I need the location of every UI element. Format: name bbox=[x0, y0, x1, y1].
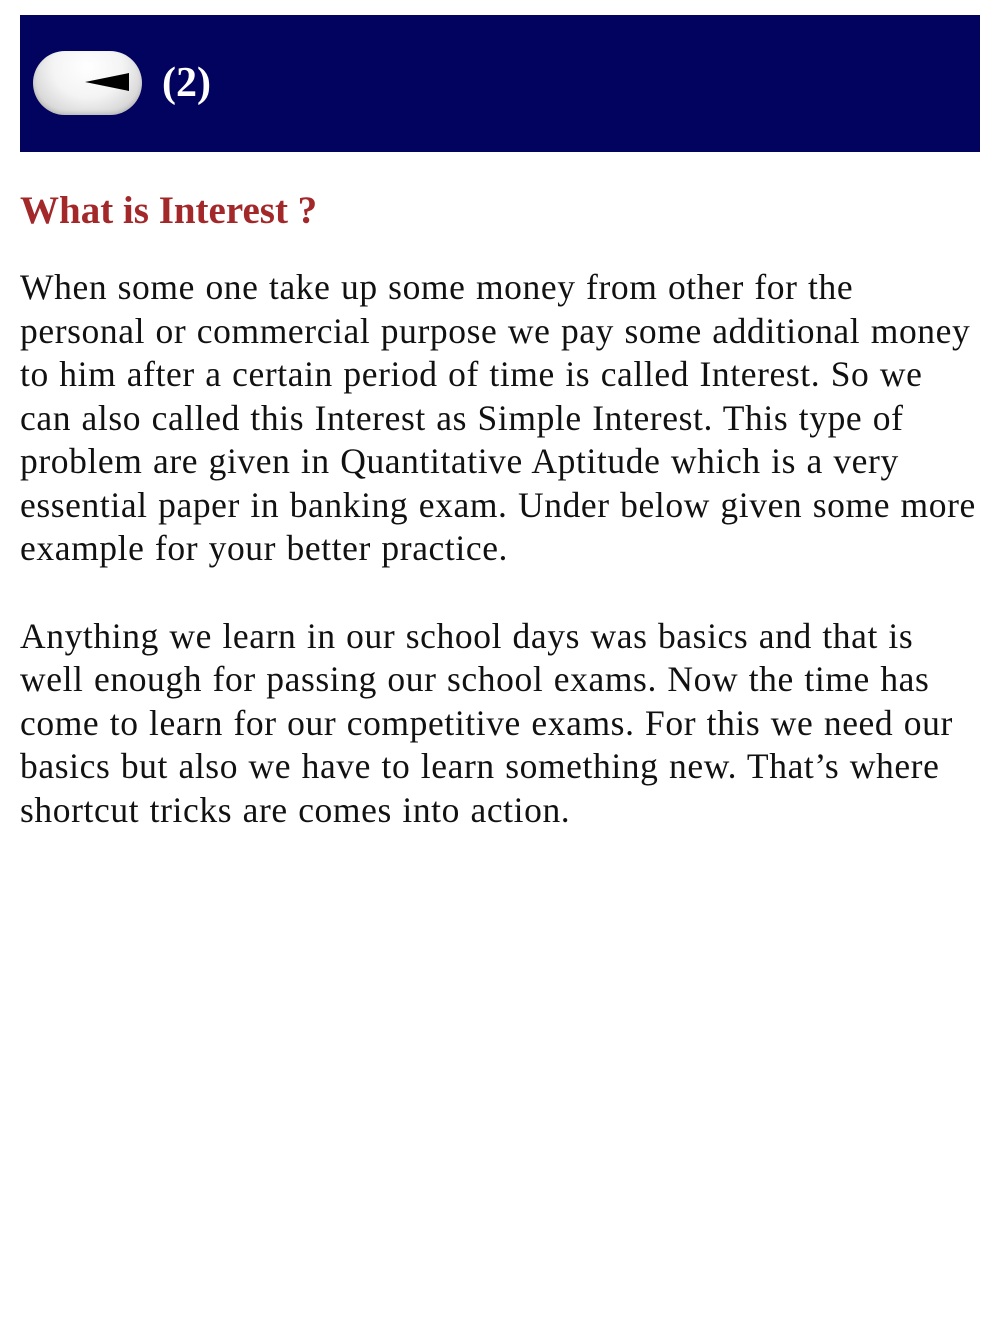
page-number: (2) bbox=[162, 60, 211, 106]
article bbox=[20, 186, 980, 832]
page-title: What is Interest ? bbox=[20, 189, 318, 232]
back-button[interactable] bbox=[33, 51, 142, 115]
back-arrow-icon bbox=[85, 73, 129, 91]
header-bar bbox=[20, 15, 980, 152]
paragraph-shortcut-tricks: Anything we learn in our school days was basics and that is well enough for passing our school exams. Now the time has come to learn for our competitive exams. For this we need our basics but also we have to learn something new. That’s where shortcut tricks are comes into action. bbox=[20, 615, 953, 830]
paragraph-definition: When some one take up some money from other for the personal or commercial purpose we pay some additional money to him after a certain period of time is called Interest. So we can also called this Interest as Simple Interest. This type of problem are given in Quantitative Aptitude which is a very essential paper in banking exam. Under below given some more example for your better practice. bbox=[20, 267, 976, 568]
